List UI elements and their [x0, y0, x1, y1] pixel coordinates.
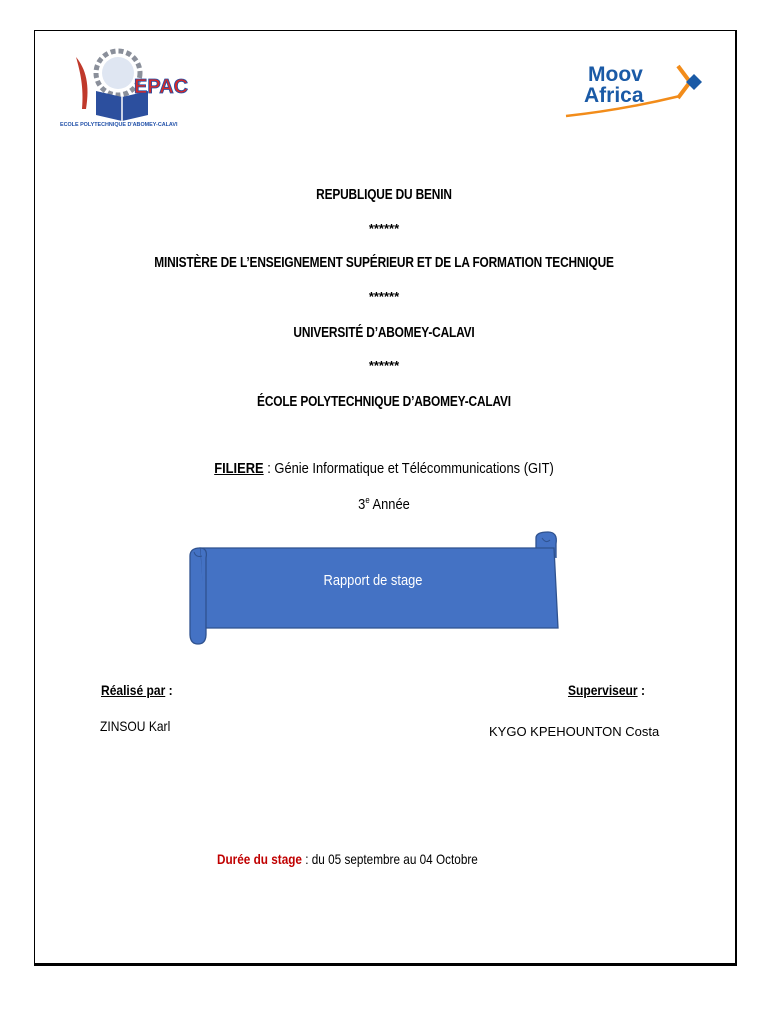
universite-title: UNIVERSITÉ D’ABOMEY-CALAVI — [293, 325, 475, 341]
annee-superscript: e — [365, 495, 370, 505]
superviseur-name: KYGO KPEHOUNTON Costa — [489, 724, 660, 739]
epac-logo-text: EPAC — [134, 76, 189, 98]
annee-number: 3 — [358, 496, 366, 513]
filiere-label: FILIERE — [214, 460, 264, 477]
svg-text:Moov: Moov — [588, 63, 643, 86]
annee-label: Année — [369, 496, 410, 513]
epac-logo — [56, 47, 192, 129]
filiere-value: : Génie Informatique et Télécommunications (GIT) — [263, 460, 554, 477]
duree-label: Durée du stage — [217, 851, 302, 867]
realise-label: Réalisé par : — [101, 682, 173, 698]
duree-value: : du 05 septembre au 04 Octobre — [301, 851, 478, 867]
banner-title: Rapport de stage — [323, 572, 423, 589]
moov-africa-logo — [562, 52, 704, 118]
ecole-title: ÉCOLE POLYTECHNIQUE D’ABOMEY-CALAVI — [257, 394, 511, 410]
svg-text:ECOLE POLYTECHNIQUE D'ABOMEY-C: ECOLE POLYTECHNIQUE D'ABOMEY-CALAVI — [60, 122, 178, 128]
annee-line — [54, 495, 714, 513]
superviseur-label: Superviseur : — [568, 682, 645, 698]
ministere-title: MINISTÈRE DE L’ENSEIGNEMENT SUPÉRIEUR ET DE LA FORMATION TECHNIQUE — [154, 255, 614, 271]
republique-title: REPUBLIQUE DU BENIN — [316, 187, 452, 203]
separator-3: ****** — [368, 358, 400, 373]
duree-line — [217, 851, 478, 867]
svg-text:Africa: Africa — [584, 84, 644, 107]
realise-name: ZINSOU Karl — [100, 718, 171, 734]
separator-2: ****** — [368, 289, 400, 304]
separator-1: ****** — [368, 221, 400, 236]
filiere-line — [54, 460, 714, 477]
